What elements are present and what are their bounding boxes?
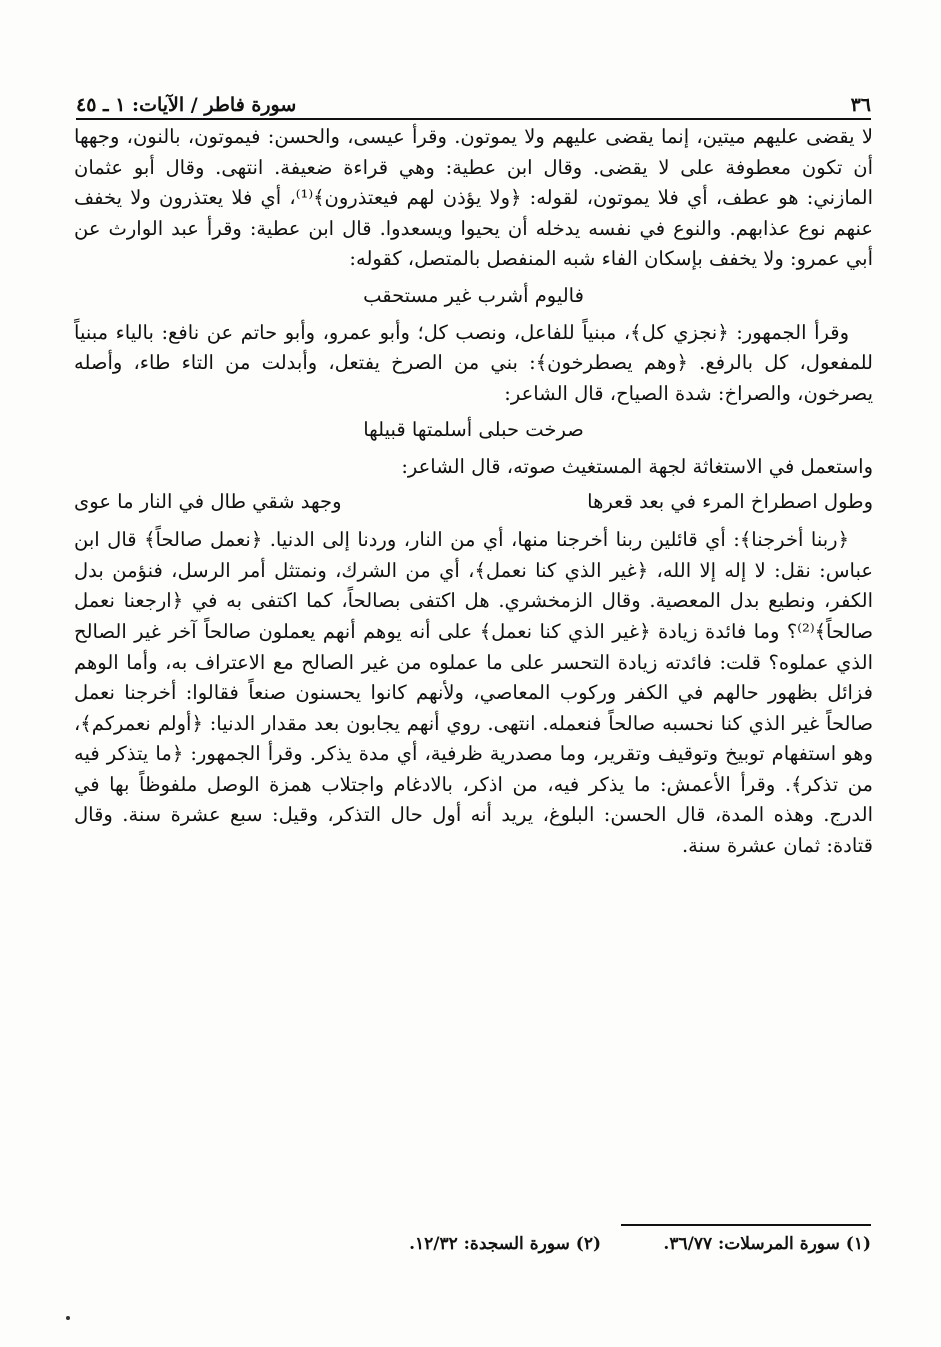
footnote: (١) سورة المرسلات: ٣٦/٧٧. <box>663 1234 871 1254</box>
verse-line: فاليوم أشرب غير مستحقب <box>363 283 584 307</box>
poetry-couplet <box>74 487 873 518</box>
paragraph: ﴿ربنا أخرجنا﴾: أي قائلين ربنا أخرجنا منها، أي من النار، وردنا إلى الدنيا. ﴿نعمل صالحاً﴾ قال ابن عباس: نقل: لا إله إلا الله، ﴿غير الذي كنا نعمل﴾، أي من الشرك، ونمتثل أمر الرسل، فنؤمن بدل الكفر، ونطيع بدل المعصية. وقال الزمخشري. هل اكتفى بصالحاً، كما اكتفى به في ﴿ارجعنا نعمل صالحاً﴾⁽²⁾؟ وما فائدة زيادة ﴿غير الذي كنا نعمل﴾ على أنه يوهم أنهم يعملون صالحاً آخر غير الصالح الذي عملوه؟ قلت: فائدته زيادة التحسر على ما عملوه من غير الصالح مع الاعتراف به، وأما الوهم فزائل بظهور حالهم في الكفر وركوب المعاصي، ولأنهم كانوا يحسنون صنعاً فقالوا: أخرجنا نعمل صالحاً غير الذي كنا نحسبه صالحاً فنعمله. انتهى. روي أنهم يجابون بعد مقدار الدنيا: ﴿أولم نعمركم﴾، وهو استفهام توبيخ وتوقيف وتقرير، وما مصدرية ظرفية، أي مدة يذكر. وقرأ الجمهور: ﴿ما يتذكر فيه من تذكر﴾. وقرأ الأعمش: ما يذكر فيه، من اذكر، بالادغام واجتلاب همزة الوصل ملفوظاً بها في الدرج. وهذه المدة، قال الحسن: البلوغ، يريد أنه أول حال التذكر، وقيل: سبع عشرة سنة. وقال قتادة: ثمان عشرة سنة. <box>74 528 873 858</box>
footnote: (٢) سورة السجدة: ١٢/٣٢. <box>409 1234 601 1254</box>
footnote-divider <box>621 1224 871 1226</box>
page-speck <box>66 1316 70 1320</box>
footnotes <box>180 1234 871 1254</box>
verse-line: صرخت حبلى أسلمتها قبيلها <box>363 418 584 442</box>
running-title: سورة فاطر / الآيات: ١ ـ ٤٥ <box>76 94 297 116</box>
page-header <box>76 84 871 120</box>
body-text <box>74 122 873 862</box>
second-hemistich: وجهد شقي طال في النار ما عوى <box>74 489 342 513</box>
paragraph: واستعمل في الاستغاثة لجهة المستغيث صوته، قال الشاعر: <box>401 454 873 478</box>
first-hemistich: وطول اصطراخ المرء في بعد قعرها <box>587 489 873 513</box>
paragraph: وقرأ الجمهور: ﴿نجزي كل﴾، مبنياً للفاعل، ونصب كل؛ وأبو عمرو، وأبو حاتم عن نافع: بالياء مبنياً للمفعول، كل بالرفع. ﴿وهم يصطرخون﴾: بني من الصرخ يفتعل، وأبدلت من التاء طاء، وأصله يصرخون، والصراخ: شدة الصياح، قال الشاعر: <box>74 320 873 405</box>
paragraph: لا يقضى عليهم ميتين، إنما يقضى عليهم ولا يموتون. وقرأ عيسى، والحسن: فيموتون، بالنون، وجهها أن تكون معطوفة على لا يقضى. وقال ابن عطية: وهي قراءة ضعيفة. انتهى. وقال أبو عثمان المازني: هو عطف، أي فلا يموتون، لقوله: ﴿ولا يؤذن لهم فيعتذرون﴾⁽¹⁾، أي فلا يعتذرون ولا يخفف عنهم نوع عذابهم. والنوع في نفسه يدخله أن يحيوا ويسعدوا. قال ابن عطية: وقرأ عبد الوارث عن أبي عمرو: ولا يخفف بإسكان الفاء شبه المنفصل بالمتصل، كقوله: <box>74 125 873 271</box>
page-number: ٣٦ <box>850 94 871 116</box>
